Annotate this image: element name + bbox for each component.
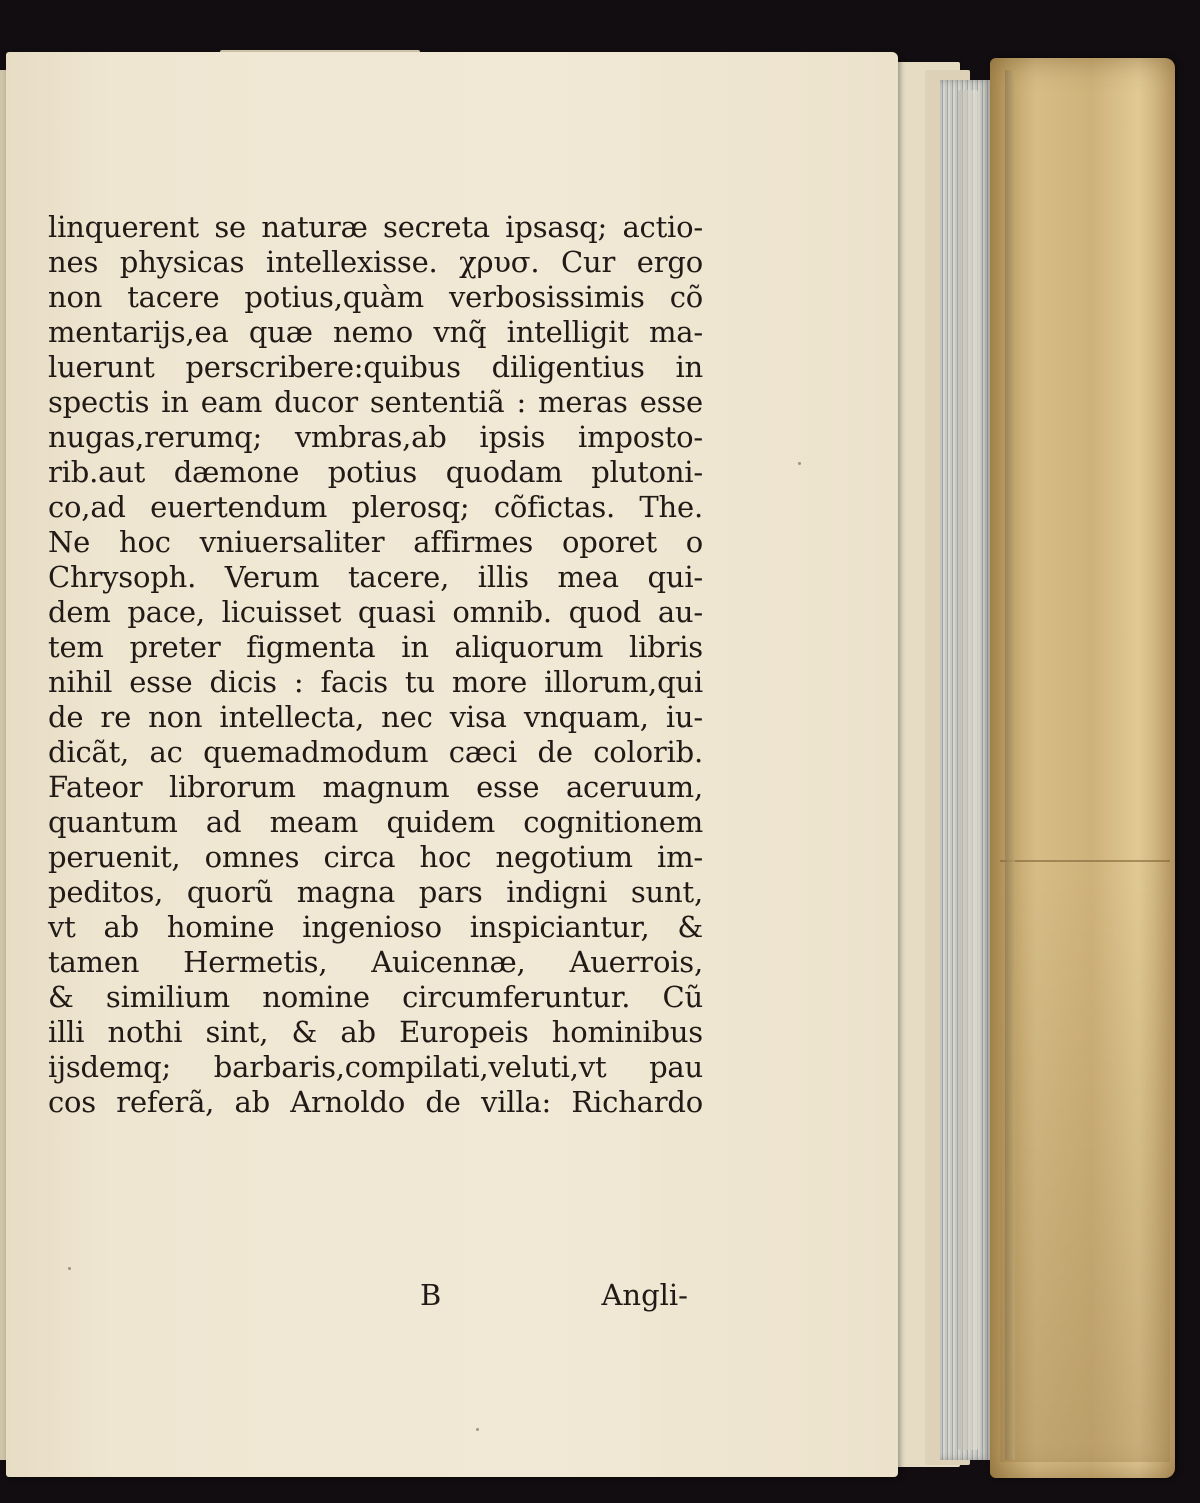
text-line: luerunt perscribere:quibus diligentius in bbox=[48, 350, 703, 384]
text-line: nes physicas intellexisse. χρυσ. Cur ergo bbox=[48, 245, 703, 279]
text-line: ijsdemq; barbaris,compilati,veluti,vt pau bbox=[48, 1050, 703, 1084]
book-page bbox=[6, 52, 898, 1477]
text-line: co,ad euertendum plerosq; cõfictas. The. bbox=[48, 490, 703, 524]
text-line: non tacere potius,quàm verbosissimis cõ bbox=[48, 280, 703, 314]
text-line: mentarijs,ea quæ nemo vnq̃ intelligit ma- bbox=[48, 315, 703, 349]
text-line: Ne hoc vniuersaliter affirmes oporet o bbox=[48, 525, 703, 559]
catchword: Angli- bbox=[601, 1278, 688, 1312]
text-line: dem pace, licuisset quasi omnib. quod au- bbox=[48, 595, 703, 629]
text-line: & similium nomine circumferuntur. Cũ bbox=[48, 980, 703, 1014]
text-line: Fateor librorum magnum esse aceruum, bbox=[48, 770, 703, 804]
text-line: nugas,rerumq; vmbras,ab ipsis imposto- bbox=[48, 420, 703, 454]
text-line: peditos, quorũ magna pars indigni sunt, bbox=[48, 875, 703, 909]
text-line: Chrysoph. Verum tacere, illis mea qui- bbox=[48, 560, 703, 594]
text-line: tem preter figmenta in aliquorum libris bbox=[48, 630, 703, 664]
page-text bbox=[48, 210, 703, 1120]
text-line: quantum ad meam quidem cognitionem bbox=[48, 805, 703, 839]
ink-speck bbox=[798, 462, 801, 465]
page-leaf bbox=[958, 90, 978, 1450]
text-line: illi nothi sint, & ab Europeis hominibus bbox=[48, 1015, 703, 1049]
signature-mark: B bbox=[420, 1278, 442, 1312]
cover-edge bbox=[1005, 70, 1015, 1460]
text-line: spectis in eam ducor sententiã : meras esse bbox=[48, 385, 703, 419]
text-line: cos referã, ab Arnoldo de villa: Richardo bbox=[48, 1085, 703, 1119]
text-line: nihil esse dicis : facis tu more illorum,qui bbox=[48, 665, 703, 699]
cover-fold bbox=[1000, 860, 1170, 1462]
ink-speck bbox=[476, 1428, 479, 1431]
text-line: linquerent se naturæ secreta ipsasq; actio- bbox=[48, 210, 703, 244]
text-line: rib.aut dæmone potius quodam plutoni- bbox=[48, 455, 703, 489]
page-footer bbox=[48, 1278, 688, 1318]
text-line: de re non intellecta, nec visa vnquam, iu- bbox=[48, 700, 703, 734]
text-line: peruenit, omnes circa hoc negotium im- bbox=[48, 840, 703, 874]
text-line: dicãt, ac quemadmodum cæci de colorib. bbox=[48, 735, 703, 769]
text-line: vt ab homine ingenioso inspiciantur, & bbox=[48, 910, 703, 944]
text-line: tamen Hermetis, Auicennæ, Auerrois, bbox=[48, 945, 703, 979]
ink-speck bbox=[68, 1267, 71, 1270]
